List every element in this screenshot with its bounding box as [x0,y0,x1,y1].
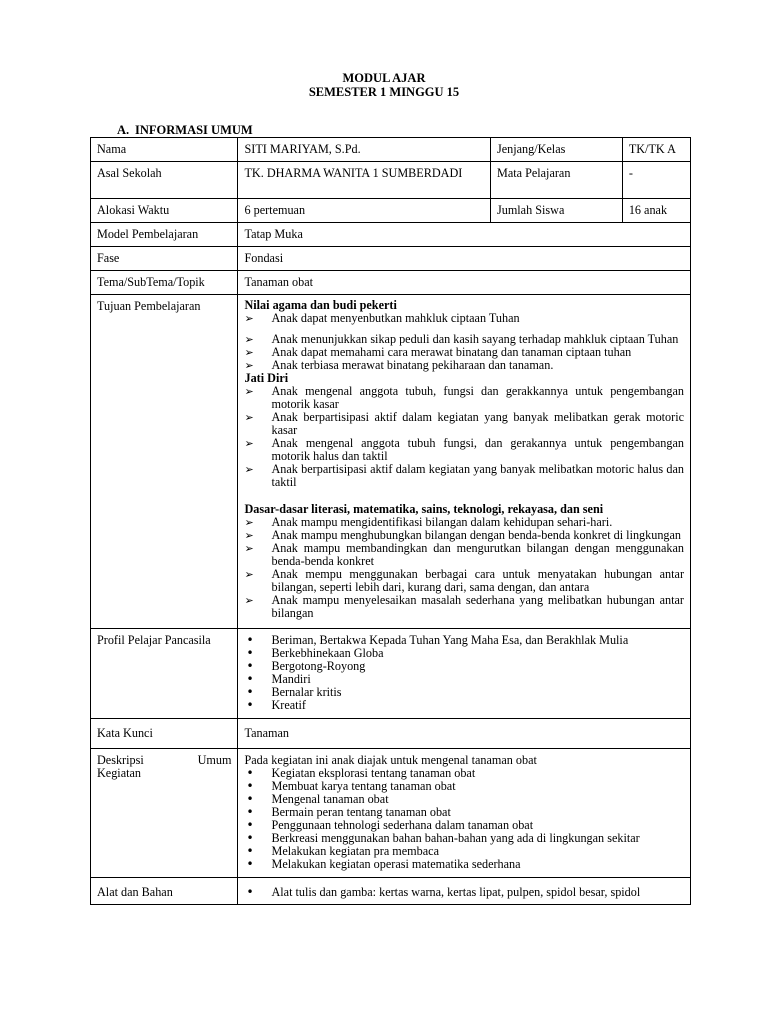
list-item: ➢ Anak dapat menyenbutkan mahkluk ciptaan Tuhan [244,312,684,325]
tujuan-heading-jati-diri: Jati Diri [244,371,289,385]
table-row-fase [91,247,691,271]
table-row-sekolah [91,162,691,199]
list-item: • Beriman, Bertakwa Kepada Tuhan Yang Maha Esa, dan Berakhlak Mulia [244,634,684,647]
table-row-model [91,223,691,247]
list-item: • Bernalar kritis [244,686,684,699]
deskripsi-label-word: Deskripsi [97,753,144,767]
label-alokasi: Alokasi Waktu [91,199,238,223]
section-title: INFORMASI UMUM [135,123,253,137]
list-item: • Mandiri [244,673,684,686]
list-item: • Melakukan kegiatan pra membaca [244,845,684,858]
value-alokasi: 6 pertemuan [238,199,491,223]
deskripsi-intro: Pada kegiatan ini anak diajak untuk mengenal tanaman obat [244,753,537,767]
list-item: ➢ Anak terbiasa merawat binatang pekiharaan dan tanaman. [244,359,684,372]
label-fase: Fase [91,247,238,271]
list-item: • Alat tulis dan gamba: kertas warna, kertas lipat, pulpen, spidol besar, spidol [244,886,684,899]
document-subtitle: SEMESTER 1 MINGGU 15 [308,85,460,99]
value-fase: Fondasi [238,247,691,271]
table-row-deskripsi [91,749,691,878]
deskripsi-list [244,767,684,871]
label-sekolah: Asal Sekolah [91,162,238,199]
list-item: • Kreatif [244,699,684,712]
label-tema: Tema/SubTema/Topik [91,271,238,295]
list-item: ➢ Anak mengenal anggota tubuh fungsi, dan gerakannya untuk pengembangan motorik halus dan taktil [244,437,684,463]
tujuan-list-jati-diri [244,385,684,489]
list-item: ➢ Anak mampu menyelesaikan masalah sederhana yang melibatkan hubungan antar bilangan [244,594,684,620]
label-siswa: Jumlah Siswa [490,199,622,223]
table-row-tema [91,271,691,295]
value-alat [238,878,691,905]
list-item: • Berkebhinekaan Globa [244,647,684,660]
value-sekolah: TK. DHARMA WANITA 1 SUMBERDADI [238,162,491,199]
table-row-kata-kunci [91,719,691,749]
value-jenjang: TK/TK A [622,138,690,162]
label-alat: Alat dan Bahan [91,878,238,905]
list-item: ➢ Anak mempu menggunakan berbagai cara untuk menyatakan hubungan antar bilangan, seperti lebih dari, kurang dari, sama dengan, dan antara [244,568,684,594]
list-item: • Kegiatan eksplorasi tentang tanaman obat [244,767,684,780]
list-item: • Berkreasi menggunakan bahan bahan-bahan yang ada di lingkungan sekitar [244,832,684,845]
label-jenjang: Jenjang/Kelas [490,138,622,162]
label-deskripsi [91,749,238,878]
list-item: ➢ Anak mampu menghubungkan bilangan dengan benda-benda konkret di lingkungan [244,529,684,542]
table-row-tujuan [91,295,691,629]
tujuan-heading-literasi: Dasar-dasar literasi, matematika, sains, teknologi, rekayasa, dan seni [244,502,604,516]
deskripsi-label-word: Umum [197,753,232,767]
value-kata-kunci: Tanaman [238,719,691,749]
value-siswa: 16 anak [622,199,690,223]
deskripsi-label-line2: Kegiatan [97,766,141,780]
value-deskripsi [238,749,691,878]
table-row-profil [91,629,691,719]
list-item: • Membuat karya tentang tanaman obat [244,780,684,793]
label-nama: Nama [91,138,238,162]
label-kata-kunci: Kata Kunci [91,719,238,749]
label-model: Model Pembelajaran [91,223,238,247]
tujuan-list-literasi [244,516,684,620]
informasi-umum-table [90,137,691,905]
document-title: MODUL AJAR [342,71,426,85]
list-item: ➢ Anak mampu mengidentifikasi bilangan dalam kehidupan sehari-hari. [244,516,684,529]
alat-list [244,886,684,899]
list-item: • Bergotong-Royong [244,660,684,673]
value-tujuan [238,295,691,629]
value-mapel: - [622,162,690,199]
list-item: • Penggunaan tehnologi sederhana dalam tanaman obat [244,819,684,832]
label-mapel: Mata Pelajaran [490,162,622,199]
label-tujuan: Tujuan Pembelajaran [91,295,238,629]
list-item: ➢ Anak menunjukkan sikap peduli dan kasih sayang terhadap mahkluk ciptaan Tuhan [244,333,684,346]
list-item: • Melakukan kegiatan operasi matematika sederhana [244,858,684,871]
list-item: ➢ Anak berpartisipasi aktif dalam kegiatan yang banyak melibatkan gerak motoric kasar [244,411,684,437]
list-item: ➢ Anak mampu membandingkan dan mengurutkan bilangan dengan menggunakan benda-benda konkret [244,542,684,568]
value-model: Tatap Muka [238,223,691,247]
list-item: • Mengenal tanaman obat [244,793,684,806]
list-item: ➢ Anak mengenal anggota tubuh, fungsi dan gerakkannya untuk pengembangan motorik kasar [244,385,684,411]
table-row-nama [91,138,691,162]
tujuan-heading-nilai-agama: Nilai agama dan budi pekerti [244,298,397,312]
label-profil: Profil Pelajar Pancasila [91,629,238,719]
tujuan-list-nilai-agama [244,312,684,372]
section-heading-informasi-umum [117,124,253,137]
value-tema: Tanaman obat [238,271,691,295]
list-item: ➢ Anak dapat memahami cara merawat binatang dan tanaman ciptaan tuhan [244,346,684,359]
table-row-alat [91,878,691,905]
profil-list [244,634,684,712]
table-row-alokasi [91,199,691,223]
value-nama: SITI MARIYAM, S.Pd. [238,138,491,162]
value-profil [238,629,691,719]
list-item: • Bermain peran tentang tanaman obat [244,806,684,819]
list-item: ➢ Anak berpartisipasi aktif dalam kegiatan yang banyak melibatkan motoric halus dan taktil [244,463,684,489]
section-number: A. [117,123,130,137]
